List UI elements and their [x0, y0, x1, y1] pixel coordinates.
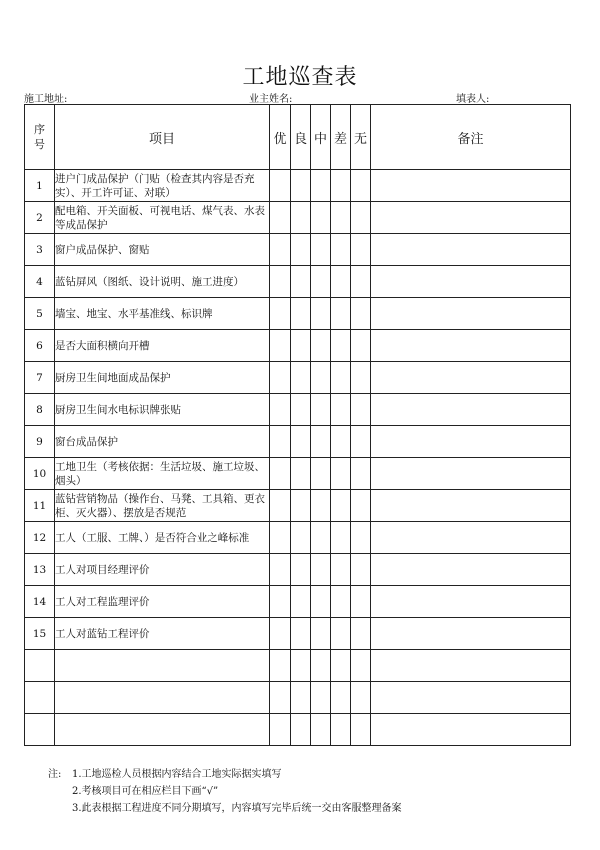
grade-cell-good[interactable] — [291, 234, 311, 266]
row-number: 3 — [25, 234, 55, 266]
row-number: 2 — [25, 202, 55, 234]
grade-cell-excellent[interactable] — [270, 458, 291, 490]
notes-label: 注: — [48, 769, 62, 780]
row-item: 厨房卫生间地面成品保护 — [55, 362, 270, 394]
grade-cell-poor[interactable] — [331, 170, 351, 202]
row-item: 配电箱、开关面板、可视电话、煤气表、水表等成品保护 — [55, 202, 270, 234]
note-line-3: 3.此表根据工程进度不同分期填写，内容填写完毕后统一交由客服整理备案 — [72, 803, 402, 814]
grade-cell-excellent[interactable] — [270, 554, 291, 586]
header-remark: 备注 — [371, 105, 571, 170]
remark-cell[interactable] — [371, 618, 571, 650]
grade-cell-average[interactable] — [311, 298, 331, 330]
row-item: 工人对项目经理评价 — [55, 554, 270, 586]
grade-cell-poor[interactable] — [331, 682, 351, 714]
grade-cell-none[interactable] — [351, 298, 371, 330]
grade-cell-excellent[interactable] — [270, 426, 291, 458]
grade-cell-poor[interactable] — [331, 618, 351, 650]
grade-cell-good[interactable] — [291, 170, 311, 202]
note-line-2: 2.考核项目可在相应栏目下画“√” — [72, 786, 219, 797]
grade-cell-excellent[interactable] — [270, 490, 291, 522]
grade-cell-good[interactable] — [291, 682, 311, 714]
row-item: 窗台成品保护 — [55, 426, 270, 458]
row-number — [25, 714, 55, 746]
grade-cell-none[interactable] — [351, 650, 371, 682]
row-number: 10 — [25, 458, 55, 490]
grade-cell-none[interactable] — [351, 202, 371, 234]
table-row — [25, 426, 571, 458]
table-row — [25, 714, 571, 746]
row-number — [25, 682, 55, 714]
row-item: 进户门成品保护（门贴（检查其内容是否充实）、开工许可证、对联） — [55, 170, 270, 202]
grade-cell-good[interactable] — [291, 330, 311, 362]
remark-cell[interactable] — [371, 714, 571, 746]
grade-cell-excellent[interactable] — [270, 170, 291, 202]
table-row — [25, 298, 571, 330]
remark-cell[interactable] — [371, 362, 571, 394]
row-item: 工人（工服、工牌、）是否符合业之峰标准 — [55, 522, 270, 554]
remark-cell[interactable] — [371, 554, 571, 586]
grade-cell-poor[interactable] — [331, 362, 351, 394]
row-number: 4 — [25, 266, 55, 298]
row-item: 工人对工程监理评价 — [55, 586, 270, 618]
row-number — [25, 650, 55, 682]
form-meta — [24, 90, 576, 104]
grade-cell-excellent[interactable] — [270, 362, 291, 394]
remark-cell[interactable] — [371, 266, 571, 298]
table-row — [25, 650, 571, 682]
grade-cell-poor[interactable] — [331, 554, 351, 586]
remark-cell[interactable] — [371, 426, 571, 458]
row-number: 15 — [25, 618, 55, 650]
row-item: 厨房卫生间水电标识牌张贴 — [55, 394, 270, 426]
grade-cell-none[interactable] — [351, 682, 371, 714]
grade-cell-excellent[interactable] — [270, 618, 291, 650]
grade-cell-average[interactable] — [311, 202, 331, 234]
row-number: 6 — [25, 330, 55, 362]
table-row — [25, 618, 571, 650]
table-row — [25, 202, 571, 234]
grade-cell-none[interactable] — [351, 490, 371, 522]
remark-cell[interactable] — [371, 682, 571, 714]
table-row — [25, 586, 571, 618]
form-title: 工地巡查表 — [242, 65, 358, 90]
row-item: 蓝钻屏风（图纸、设计说明、施工进度） — [55, 266, 270, 298]
remark-cell[interactable] — [371, 394, 571, 426]
table-row — [25, 362, 571, 394]
grade-cell-average[interactable] — [311, 170, 331, 202]
grade-cell-none[interactable] — [351, 458, 371, 490]
address-label: 施工地址: — [24, 94, 68, 105]
grade-cell-none[interactable] — [351, 170, 371, 202]
grade-cell-excellent[interactable] — [270, 234, 291, 266]
grade-cell-average[interactable] — [311, 554, 331, 586]
row-item — [55, 714, 270, 746]
grade-cell-average[interactable] — [311, 426, 331, 458]
grade-cell-good[interactable] — [291, 458, 311, 490]
grade-cell-poor[interactable] — [331, 330, 351, 362]
row-item: 窗户成品保护、窗贴 — [55, 234, 270, 266]
grade-cell-none[interactable] — [351, 426, 371, 458]
table-row — [25, 234, 571, 266]
grade-cell-excellent[interactable] — [270, 586, 291, 618]
grade-cell-average[interactable] — [311, 490, 331, 522]
remark-cell[interactable] — [371, 234, 571, 266]
row-number: 14 — [25, 586, 55, 618]
table-row — [25, 394, 571, 426]
row-number: 13 — [25, 554, 55, 586]
row-item: 是否大面积横向开槽 — [55, 330, 270, 362]
header-grade-good: 良 — [291, 105, 311, 170]
row-item: 墙宝、地宝、水平基准线、标识牌 — [55, 298, 270, 330]
grade-cell-good[interactable] — [291, 490, 311, 522]
row-item: 蓝钻营销物品（操作台、马凳、工具箱、更衣柜、灭火器）、摆放是否规范 — [55, 490, 270, 522]
grade-cell-poor[interactable] — [331, 650, 351, 682]
grade-cell-poor[interactable] — [331, 490, 351, 522]
row-number: 8 — [25, 394, 55, 426]
inspection-table — [24, 104, 571, 746]
remark-cell[interactable] — [371, 458, 571, 490]
grade-cell-good[interactable] — [291, 714, 311, 746]
grade-cell-poor[interactable] — [331, 202, 351, 234]
grade-cell-excellent[interactable] — [270, 650, 291, 682]
row-number: 11 — [25, 490, 55, 522]
table-row — [25, 522, 571, 554]
grade-cell-poor[interactable] — [331, 266, 351, 298]
remark-cell[interactable] — [371, 490, 571, 522]
grade-cell-average[interactable] — [311, 682, 331, 714]
notes — [48, 766, 402, 817]
grade-cell-excellent[interactable] — [270, 330, 291, 362]
row-number: 5 — [25, 298, 55, 330]
grade-cell-excellent[interactable] — [270, 298, 291, 330]
grade-cell-poor[interactable] — [331, 298, 351, 330]
grade-cell-poor[interactable] — [331, 394, 351, 426]
grade-cell-good[interactable] — [291, 426, 311, 458]
filler-label: 填表人: — [456, 94, 490, 105]
grade-cell-average[interactable] — [311, 618, 331, 650]
grade-cell-none[interactable] — [351, 554, 371, 586]
row-item: 工人对蓝钻工程评价 — [55, 618, 270, 650]
remark-cell[interactable] — [371, 330, 571, 362]
grade-cell-good[interactable] — [291, 394, 311, 426]
grade-cell-good[interactable] — [291, 554, 311, 586]
header-no: 序 号 — [25, 105, 55, 170]
table-row — [25, 330, 571, 362]
row-number: 7 — [25, 362, 55, 394]
remark-cell[interactable] — [371, 298, 571, 330]
grade-cell-average[interactable] — [311, 234, 331, 266]
remark-cell[interactable] — [371, 522, 571, 554]
grade-cell-poor[interactable] — [331, 714, 351, 746]
grade-cell-good[interactable] — [291, 650, 311, 682]
row-number: 9 — [25, 426, 55, 458]
table-row — [25, 682, 571, 714]
row-number: 12 — [25, 522, 55, 554]
grade-cell-none[interactable] — [351, 522, 371, 554]
grade-cell-excellent[interactable] — [270, 714, 291, 746]
grade-cell-none[interactable] — [351, 394, 371, 426]
grade-cell-average[interactable] — [311, 394, 331, 426]
table-row — [25, 554, 571, 586]
grade-cell-average[interactable] — [311, 362, 331, 394]
grade-cell-poor[interactable] — [331, 234, 351, 266]
grade-cell-poor[interactable] — [331, 426, 351, 458]
table-row — [25, 458, 571, 490]
table-header-row — [25, 105, 571, 170]
header-grade-none: 无 — [351, 105, 371, 170]
grade-cell-none[interactable] — [351, 586, 371, 618]
table-row — [25, 266, 571, 298]
remark-cell[interactable] — [371, 586, 571, 618]
table-row — [25, 170, 571, 202]
grade-cell-poor[interactable] — [331, 458, 351, 490]
grade-cell-good[interactable] — [291, 266, 311, 298]
grade-cell-excellent[interactable] — [270, 202, 291, 234]
grade-cell-poor[interactable] — [331, 522, 351, 554]
owner-name-label: 业主姓名: — [249, 94, 293, 105]
grade-cell-good[interactable] — [291, 618, 311, 650]
table-row — [25, 490, 571, 522]
grade-cell-excellent[interactable] — [270, 394, 291, 426]
grade-cell-good[interactable] — [291, 586, 311, 618]
grade-cell-none[interactable] — [351, 362, 371, 394]
grade-cell-none[interactable] — [351, 618, 371, 650]
grade-cell-average[interactable] — [311, 522, 331, 554]
remark-cell[interactable] — [371, 170, 571, 202]
grade-cell-good[interactable] — [291, 298, 311, 330]
row-number: 1 — [25, 170, 55, 202]
grade-cell-none[interactable] — [351, 714, 371, 746]
grade-cell-none[interactable] — [351, 330, 371, 362]
grade-cell-good[interactable] — [291, 522, 311, 554]
header-item: 项目 — [55, 105, 270, 170]
grade-cell-none[interactable] — [351, 234, 371, 266]
grade-cell-poor[interactable] — [331, 586, 351, 618]
grade-cell-average[interactable] — [311, 330, 331, 362]
grade-cell-excellent[interactable] — [270, 266, 291, 298]
note-line-1: 1.工地巡检人员根据内容结合工地实际据实填写 — [72, 769, 282, 780]
grade-cell-none[interactable] — [351, 266, 371, 298]
header-grade-average: 中 — [311, 105, 331, 170]
grade-cell-average[interactable] — [311, 714, 331, 746]
remark-cell[interactable] — [371, 202, 571, 234]
remark-cell[interactable] — [371, 650, 571, 682]
header-grade-excellent: 优 — [270, 105, 291, 170]
grade-cell-average[interactable] — [311, 586, 331, 618]
grade-cell-excellent[interactable] — [270, 682, 291, 714]
row-item — [55, 650, 270, 682]
row-item: 工地卫生（考核依据：生活垃圾、施工垃圾、烟头） — [55, 458, 270, 490]
grade-cell-good[interactable] — [291, 202, 311, 234]
grade-cell-average[interactable] — [311, 650, 331, 682]
grade-cell-average[interactable] — [311, 266, 331, 298]
grade-cell-average[interactable] — [311, 458, 331, 490]
header-grade-poor: 差 — [331, 105, 351, 170]
grade-cell-good[interactable] — [291, 362, 311, 394]
row-item — [55, 682, 270, 714]
grade-cell-excellent[interactable] — [270, 522, 291, 554]
